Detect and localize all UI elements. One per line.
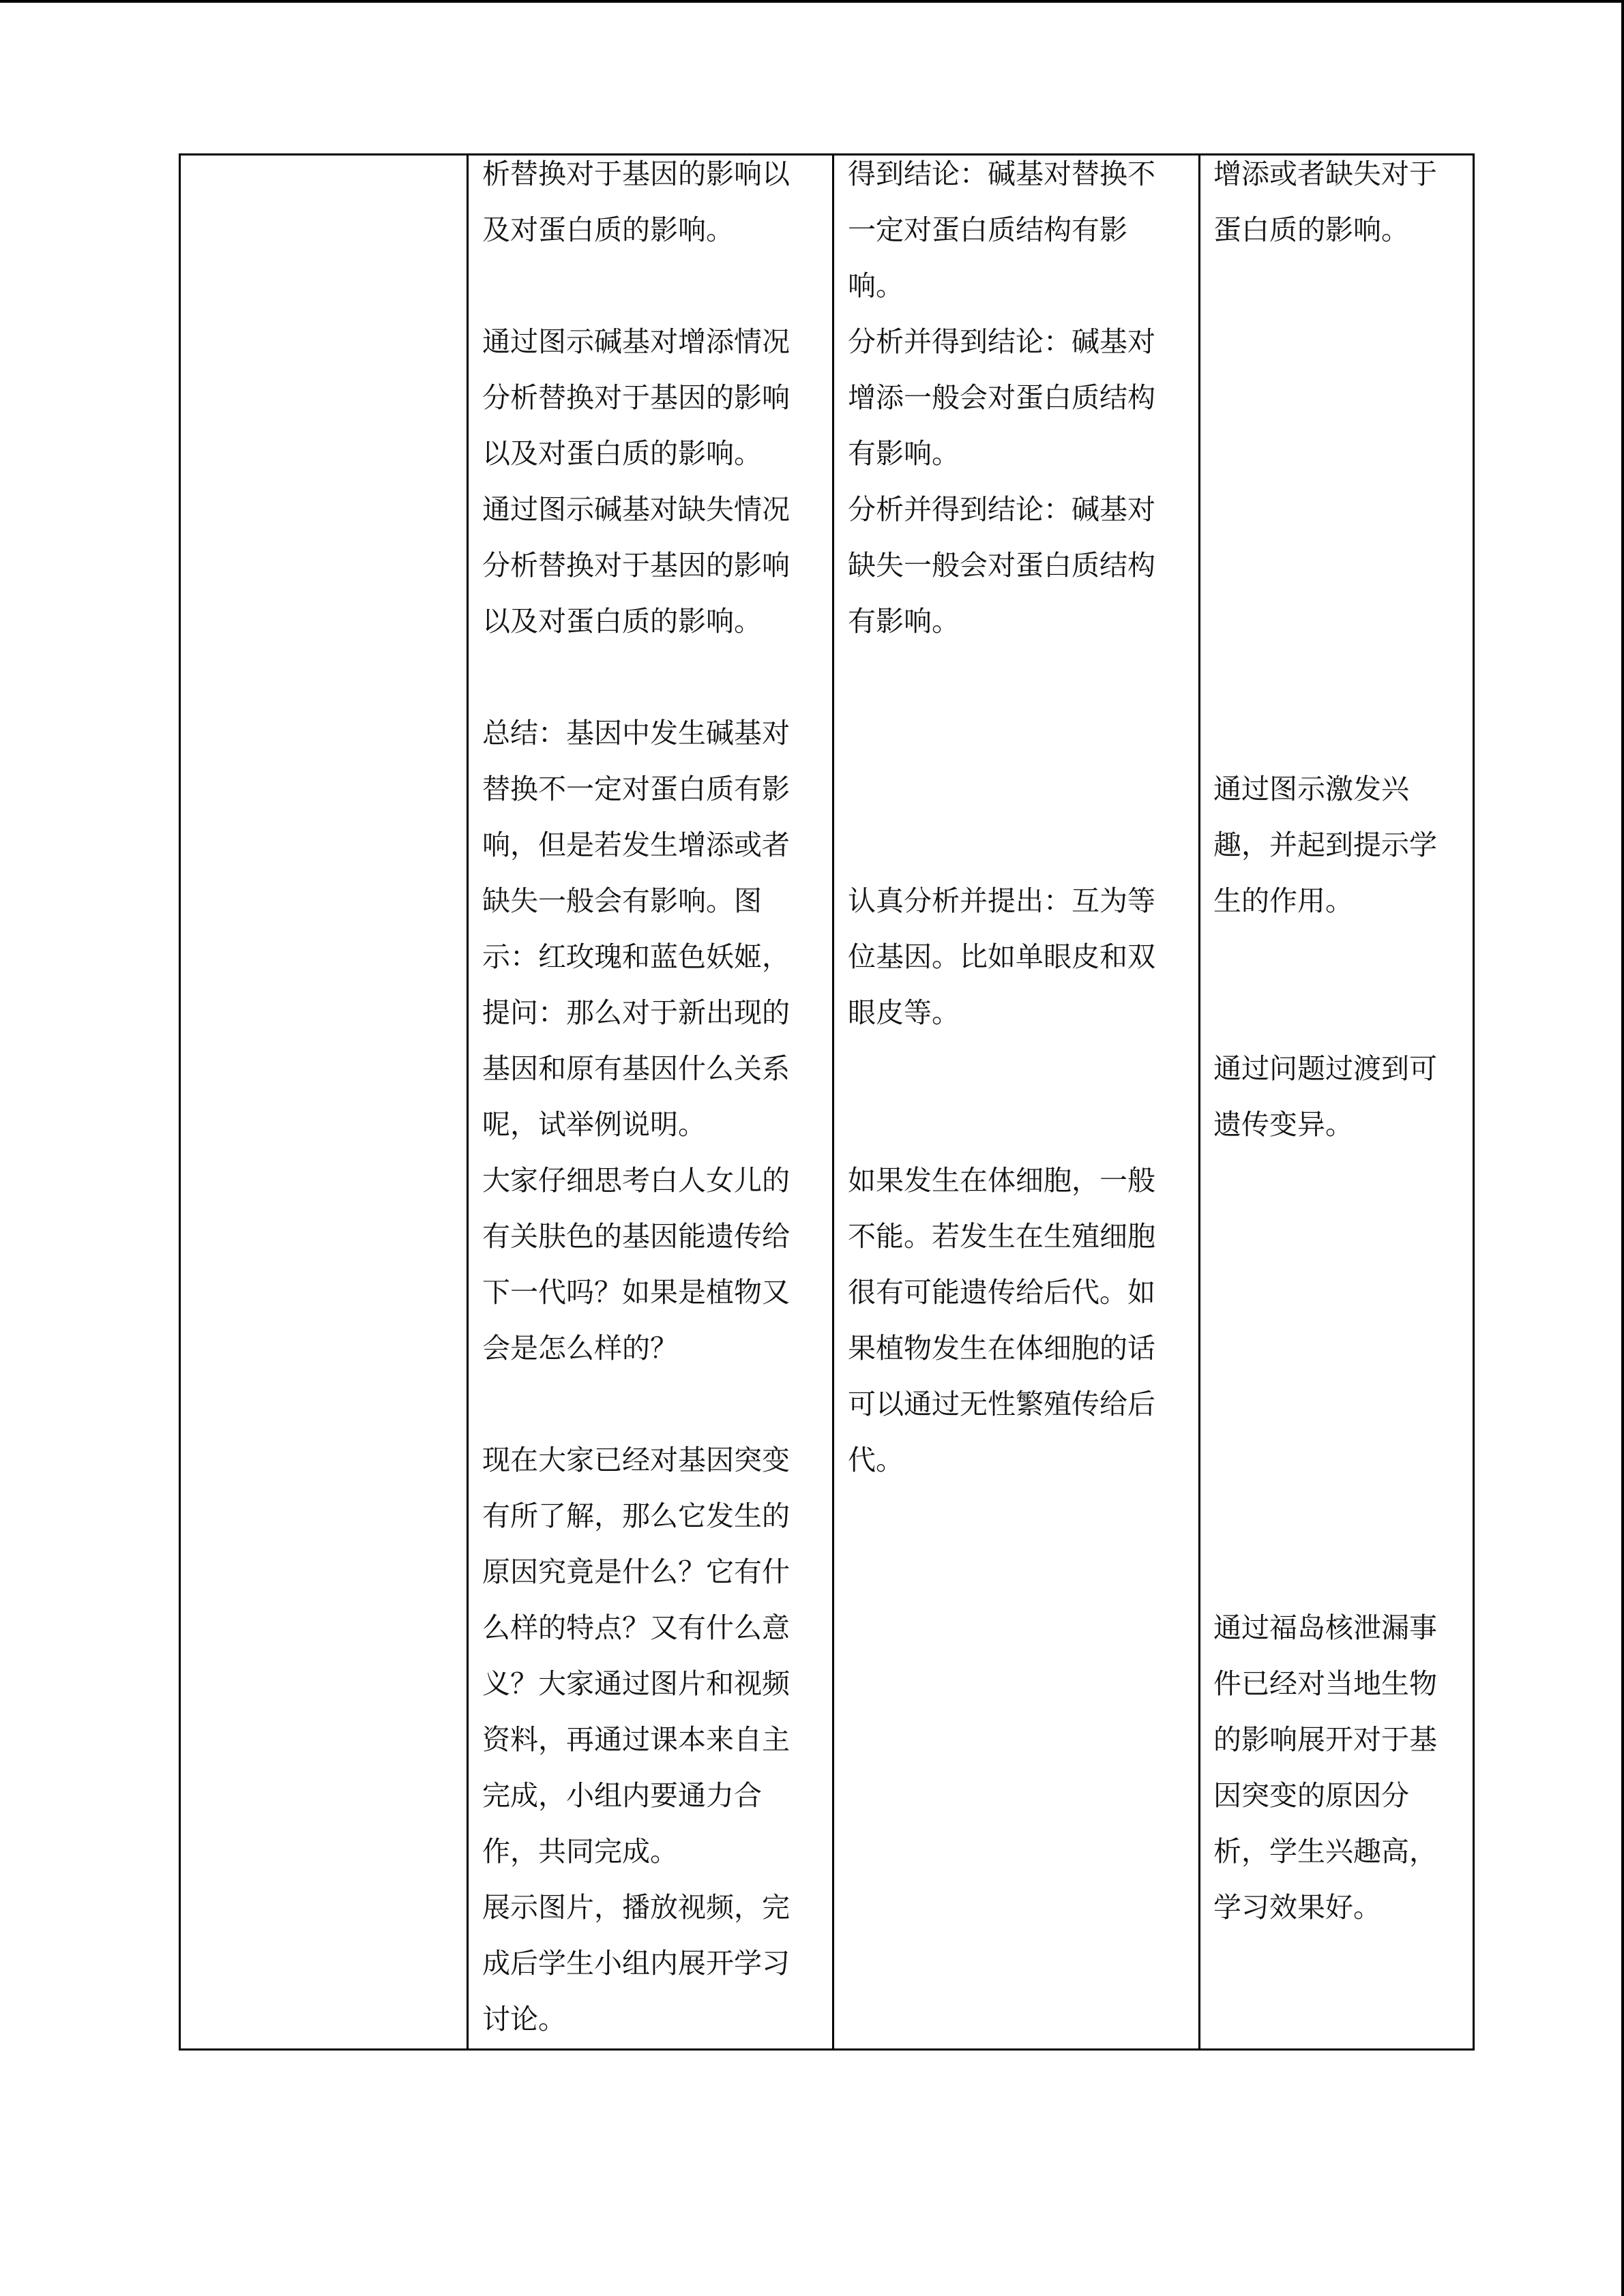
cell-text-line: 下一代吗？如果是植物又 xyxy=(482,1276,790,1309)
cell-text-line: 趣，并起到提示学 xyxy=(1213,829,1437,861)
cell-text-line: 讨论。 xyxy=(482,2003,566,2036)
cell-text-line: 成后学生小组内展开学习 xyxy=(482,1947,790,1980)
cell-text-line: 如果发生在体细胞，一般 xyxy=(848,1164,1155,1197)
cell-text-line: 呢，试举例说明。 xyxy=(482,1108,706,1141)
cell-text-line: 提问：那么对于新出现的 xyxy=(482,996,790,1029)
cell-text-line: 分析替换对于基因的影响 xyxy=(482,549,790,582)
cell-text-line: 眼皮等。 xyxy=(848,996,960,1029)
cell-text-line: 通过图示激发兴 xyxy=(1213,773,1409,805)
cell-text-line: 认真分析并提出：互为等 xyxy=(848,884,1155,917)
cell-text-line: 完成，小组内要通力合 xyxy=(482,1779,762,1812)
cell-text-line: 响。 xyxy=(848,269,904,302)
cell-text-line: 替换不一定对蛋白质有影 xyxy=(482,773,790,805)
cell-text-line: 一定对蛋白质结构有影 xyxy=(848,213,1127,246)
cell-text-line: 生的作用。 xyxy=(1213,884,1353,917)
cell-text-line: 义？大家通过图片和视频 xyxy=(482,1667,790,1700)
cell-text-line: 有关肤色的基因能遗传给 xyxy=(482,1220,790,1253)
cell-text-line: 原因究竟是什么？它有什 xyxy=(482,1555,790,1588)
cell-text-line: 件已经对当地生物 xyxy=(1213,1667,1437,1700)
cell-text-line: 不能。若发生在生殖细胞 xyxy=(848,1220,1155,1253)
cell-text-line: 响，但是若发生增添或者 xyxy=(482,829,790,861)
cell-text-line: 有影响。 xyxy=(848,437,960,470)
cell-text-line: 资料，再通过课本来自主 xyxy=(482,1723,790,1756)
cell-text-line: 蛋白质的影响。 xyxy=(1213,213,1409,246)
page-top-border xyxy=(0,0,1624,3)
cell-text-line: 果植物发生在体细胞的话 xyxy=(848,1332,1155,1365)
column-divider-3 xyxy=(1198,155,1200,2048)
cell-text-line: 有所了解，那么它发生的 xyxy=(482,1500,790,1532)
cell-text-line: 有影响。 xyxy=(848,605,960,638)
cell-text-line: 得到结论：碱基对替换不 xyxy=(848,158,1155,190)
cell-text-line: 增添或者缺失对于 xyxy=(1213,158,1437,190)
cell-text-line: 缺失一般会对蛋白质结构 xyxy=(848,549,1155,582)
cell-text-line: 现在大家已经对基因突变 xyxy=(482,1444,790,1476)
cell-text-line: 大家仔细思考白人女儿的 xyxy=(482,1164,790,1197)
cell-text-line: 展示图片，播放视频，完 xyxy=(482,1891,790,1924)
cell-text-line: 缺失一般会有影响。图 xyxy=(482,884,762,917)
cell-text-line: 学习效果好。 xyxy=(1213,1891,1381,1924)
cell-text-line: 通过问题过渡到可 xyxy=(1213,1052,1437,1085)
cell-text-line: 通过福岛核泄漏事 xyxy=(1213,1611,1437,1644)
cell-text-line: 分析替换对于基因的影响 xyxy=(482,381,790,414)
cell-text-line: 示：红玫瑰和蓝色妖姬， xyxy=(482,940,790,973)
cell-text-line: 总结：基因中发生碱基对 xyxy=(482,717,790,749)
cell-text-line: 析，学生兴趣高， xyxy=(1213,1835,1437,1868)
cell-text-line: 以及对蛋白质的影响。 xyxy=(482,437,762,470)
cell-text-line: 位基因。比如单眼皮和双 xyxy=(848,940,1155,973)
cell-text-line: 基因和原有基因什么关系 xyxy=(482,1052,790,1085)
cell-text-line: 析替换对于基因的影响以 xyxy=(482,158,790,190)
column-divider-2 xyxy=(832,155,834,2048)
cell-text-line: 及对蛋白质的影响。 xyxy=(482,213,734,246)
cell-text-line: 会是怎么样的？ xyxy=(482,1332,678,1365)
cell-text-line: 遗传变异。 xyxy=(1213,1108,1353,1141)
cell-text-line: 很有可能遗传给后代。如 xyxy=(848,1276,1155,1309)
cell-text-line: 的影响展开对于基 xyxy=(1213,1723,1437,1756)
cell-text-line: 因突变的原因分 xyxy=(1213,1779,1409,1812)
cell-text-line: 通过图示碱基对缺失情况 xyxy=(482,493,790,526)
cell-text-line: 分析并得到结论：碱基对 xyxy=(848,325,1155,358)
cell-text-line: 可以通过无性繁殖传给后 xyxy=(848,1388,1155,1420)
lesson-plan-table xyxy=(179,153,1475,2051)
page-right-border xyxy=(1621,0,1624,2296)
cell-text-line: 么样的特点？又有什么意 xyxy=(482,1611,790,1644)
cell-text-line: 通过图示碱基对增添情况 xyxy=(482,325,790,358)
cell-text-line: 代。 xyxy=(848,1444,904,1476)
cell-text-line: 增添一般会对蛋白质结构 xyxy=(848,381,1155,414)
column-divider-1 xyxy=(467,155,469,2048)
cell-text-line: 分析并得到结论：碱基对 xyxy=(848,493,1155,526)
cell-text-line: 以及对蛋白质的影响。 xyxy=(482,605,762,638)
cell-text-line: 作，共同完成。 xyxy=(482,1835,678,1868)
